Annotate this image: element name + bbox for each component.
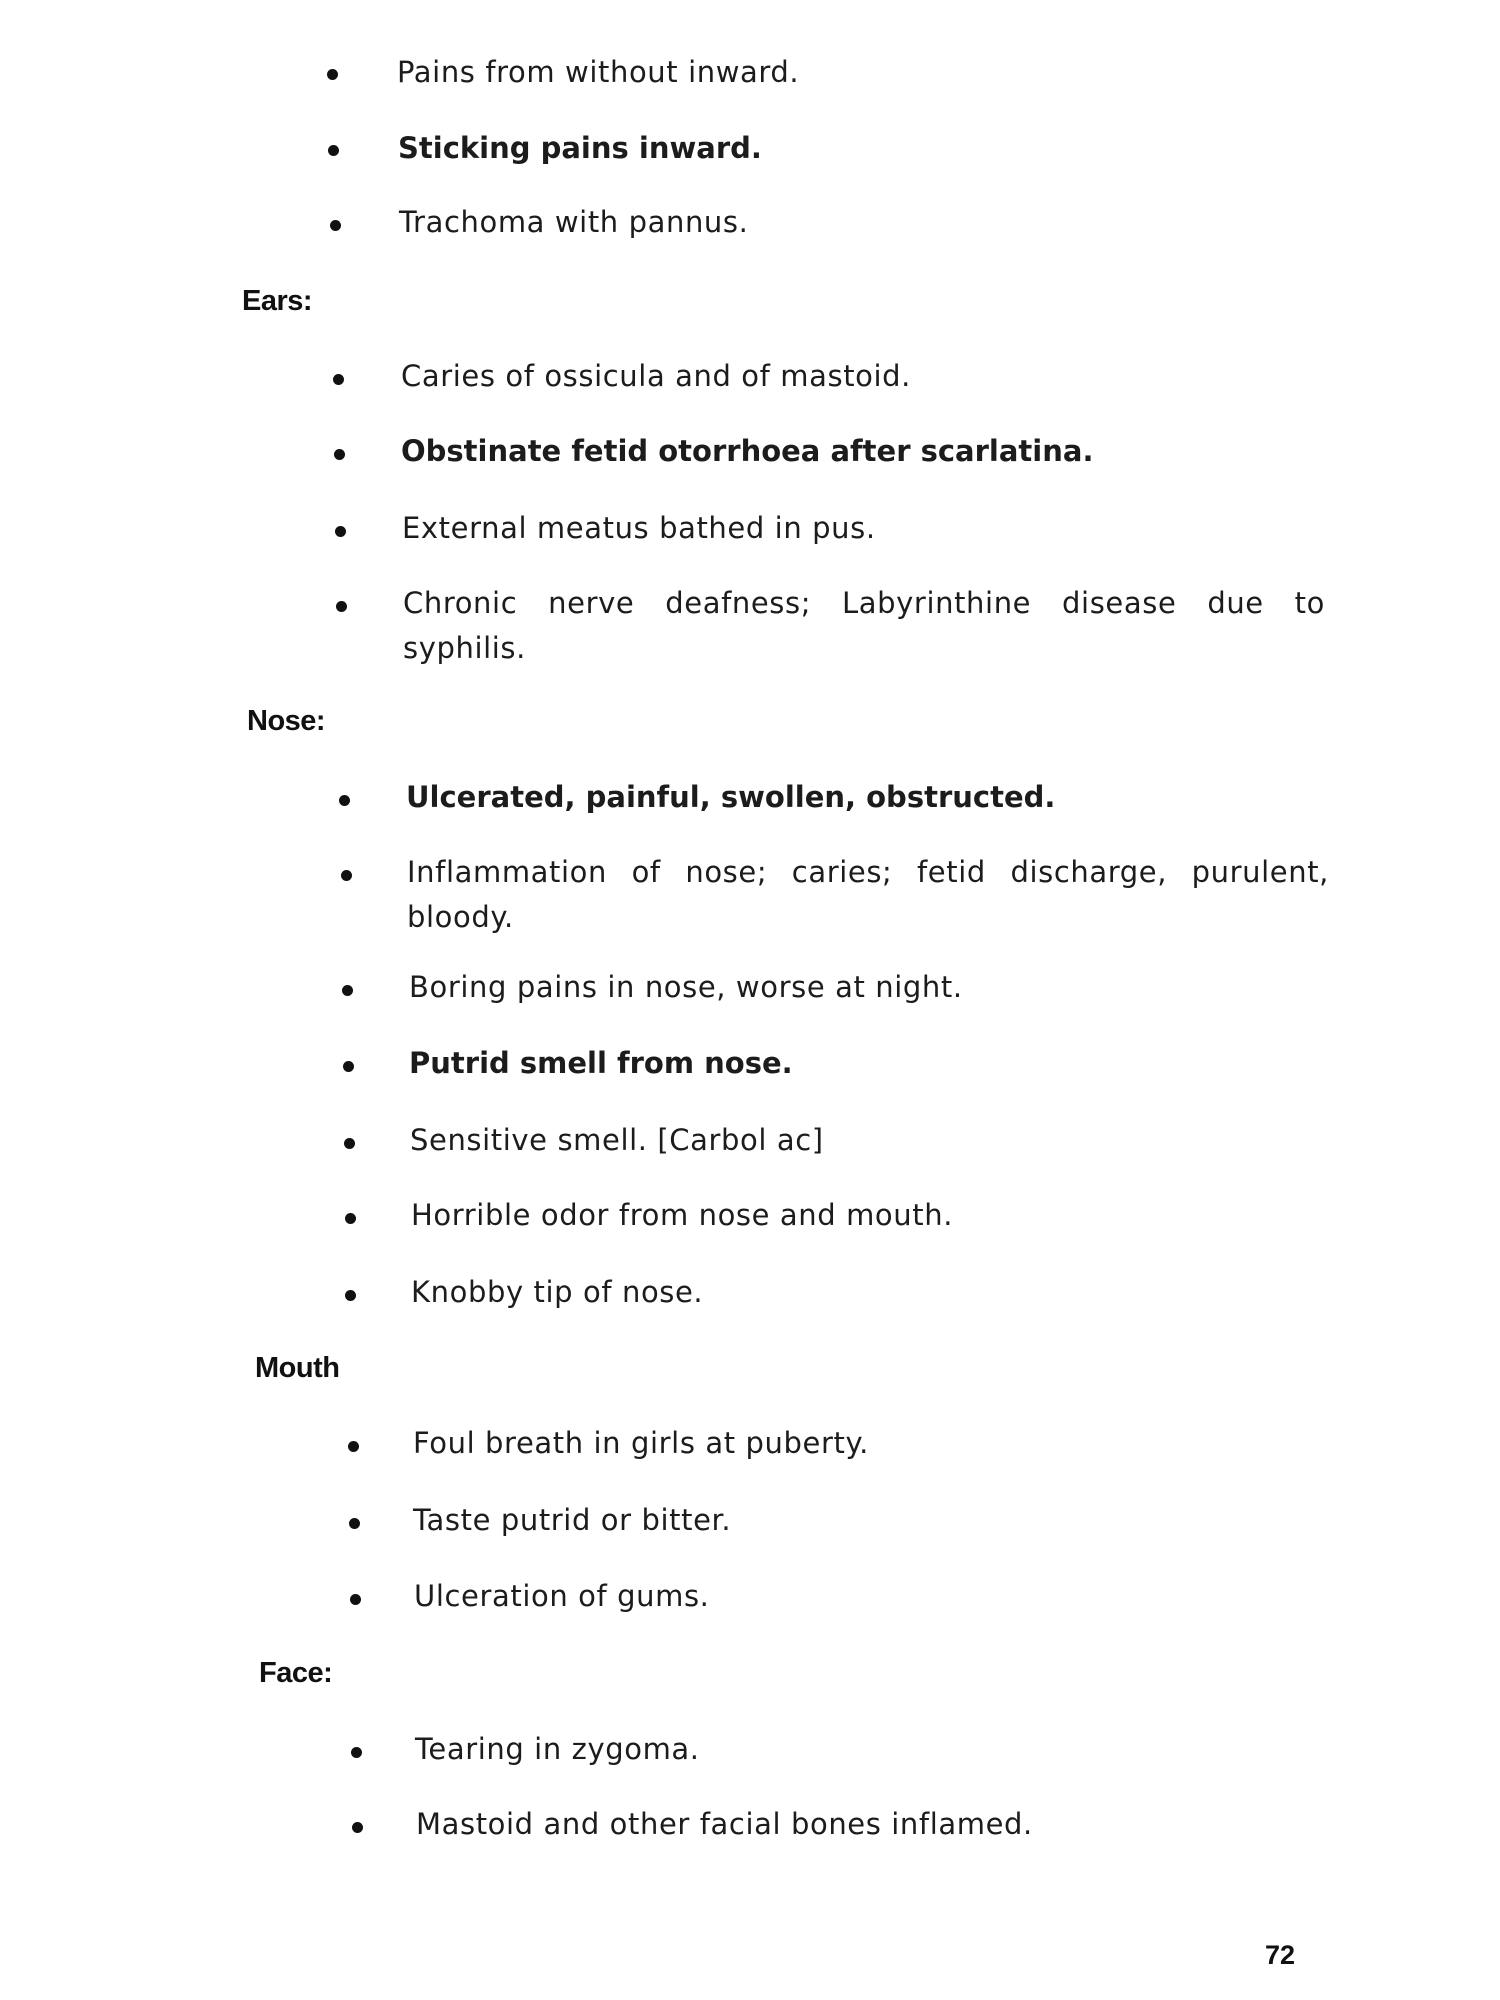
list-item	[398, 126, 1298, 171]
list-item-text: Foul breath in girls at puberty.	[413, 1426, 869, 1460]
list-item-text: Mastoid and other facial bones inflamed.	[416, 1807, 1033, 1841]
list-item	[401, 429, 1351, 474]
bullet-icon	[328, 145, 339, 156]
list-item	[413, 1421, 1313, 1466]
list-item	[397, 50, 1297, 95]
list-item	[399, 200, 1299, 245]
list-item-text: Ulceration of gums.	[414, 1579, 710, 1613]
list-item	[401, 354, 1301, 399]
list-item	[414, 1574, 1314, 1619]
list-item-text: External meatus bathed in pus.	[402, 511, 876, 545]
section-heading-ears: Ears:	[242, 285, 313, 317]
list-item	[406, 775, 1356, 820]
bullet-icon	[349, 1518, 360, 1529]
bullet-icon	[342, 985, 353, 996]
bullet-icon	[330, 220, 341, 231]
bullet-icon	[343, 1061, 354, 1072]
list-item	[416, 1802, 1366, 1847]
list-item-text: Knobby tip of nose.	[411, 1275, 704, 1309]
list-item-text: Boring pains in nose, worse at night.	[409, 970, 963, 1004]
bullet-icon	[352, 1822, 363, 1833]
bullet-icon	[348, 1441, 359, 1452]
list-item	[409, 965, 1309, 1010]
list-item-text: Caries of ossicula and of mastoid.	[401, 359, 912, 393]
section-heading-nose: Nose:	[247, 705, 326, 737]
bullet-icon	[350, 1594, 361, 1605]
list-item-text: Sensitive smell. [Carbol ac]	[410, 1123, 824, 1157]
list-item	[411, 1193, 1311, 1238]
list-item-text: Horrible odor from nose and mouth.	[411, 1198, 954, 1232]
bullet-icon	[335, 526, 346, 537]
list-item-text: Putrid smell from nose.	[409, 1046, 793, 1080]
bullet-icon	[333, 374, 344, 385]
list-item	[415, 1727, 1315, 1772]
list-item-text: Chronic nerve deafness; Labyrinthine disease due to syphilis.	[403, 586, 1325, 665]
bullet-icon	[345, 1213, 356, 1224]
bullet-icon	[336, 601, 347, 612]
list-item-text: Sticking pains inward.	[398, 131, 762, 165]
bullet-icon	[339, 795, 350, 806]
bullet-icon	[327, 69, 338, 80]
list-item-text: Trachoma with pannus.	[399, 205, 749, 239]
list-item	[411, 1270, 1311, 1315]
bullet-icon	[334, 449, 345, 460]
list-item	[407, 850, 1329, 940]
list-item-text: Taste putrid or bitter.	[413, 1503, 732, 1537]
list-item	[403, 581, 1325, 671]
bullet-icon	[351, 1747, 362, 1758]
bullet-icon	[344, 1138, 355, 1149]
page-number: 72	[1265, 1940, 1296, 1970]
list-item-text: Inflammation of nose; caries; fetid discharge, purulent, bloody.	[407, 855, 1329, 934]
list-item	[409, 1041, 1309, 1086]
bullet-icon	[341, 870, 352, 881]
bullet-icon	[345, 1290, 356, 1301]
list-item-text: Pains from without inward.	[397, 55, 800, 89]
list-item-text: Obstinate fetid otorrhoea after scarlatina.	[401, 434, 1094, 468]
list-item	[402, 506, 1302, 551]
list-item	[413, 1498, 1313, 1543]
list-item	[410, 1118, 1310, 1163]
list-item-text: Ulcerated, painful, swollen, obstructed.	[406, 780, 1056, 814]
section-heading-mouth: Mouth	[255, 1352, 340, 1384]
section-heading-face: Face:	[259, 1657, 333, 1689]
list-item-text: Tearing in zygoma.	[415, 1732, 700, 1766]
